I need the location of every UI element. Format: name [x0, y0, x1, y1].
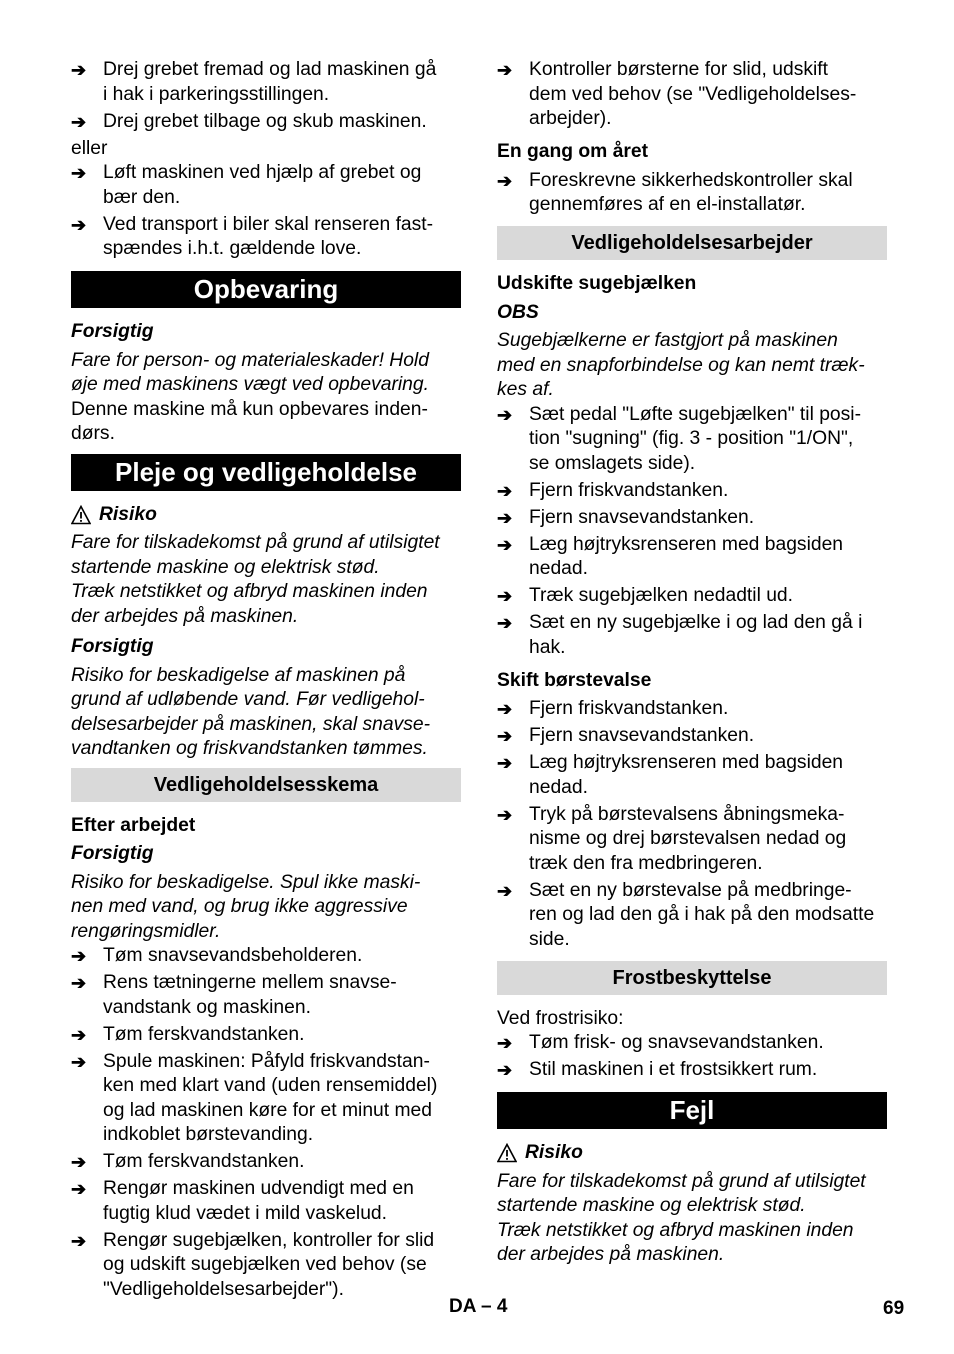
text-line: vandtanken og friskvandstanken tømmes. — [71, 738, 428, 759]
text-line: der arbejdes på maskinen. — [71, 605, 299, 627]
arrow-right-icon: ➔ — [497, 480, 513, 501]
list-item-text — [103, 1229, 461, 1303]
arrow-right-icon: ➔ — [497, 880, 513, 901]
arrow-right-icon: ➔ — [497, 1060, 513, 1080]
text-line: Sæt en ny børstevalse på medbringe- — [529, 879, 852, 901]
caution-label: Forsigtig — [71, 321, 154, 342]
list-item — [497, 751, 887, 800]
text-line: delsesarbejder på maskinen, skal snavse- — [71, 713, 431, 735]
text-line: Fjern snavsevandstanken. — [529, 725, 755, 746]
list-item — [71, 213, 461, 262]
caution3-text — [71, 871, 461, 945]
text-line: Drej grebet fremad og lad maskinen gå — [103, 59, 437, 80]
list-item — [497, 724, 887, 749]
text-line: Løft maskinen ved hjælp af grebet og — [103, 162, 422, 183]
arrow-right-icon: ➔ — [497, 613, 513, 633]
warning-icon — [71, 505, 91, 525]
risk-label: Risiko — [99, 503, 157, 525]
left-column — [71, 58, 461, 1305]
list-item — [71, 944, 461, 969]
text-line: der arbejdes på maskinen. — [497, 1244, 725, 1265]
section-fejl-title: Fejl — [497, 1092, 887, 1129]
arrow-right-icon: ➔ — [497, 170, 513, 191]
risk-heading — [71, 503, 461, 528]
list-item — [497, 611, 887, 660]
risk-text — [71, 531, 461, 629]
arrow-right-icon: ➔ — [71, 973, 87, 993]
list-item-text — [529, 611, 887, 660]
text-line: Tøm ferskvandstanken. — [103, 1023, 305, 1045]
arrow-right-icon: ➔ — [497, 507, 513, 528]
list-item — [71, 110, 461, 135]
list-item-text — [103, 1023, 461, 1048]
text-line: startende maskine og elektrisk stød. — [71, 556, 380, 578]
arrow-right-icon: ➔ — [497, 726, 513, 746]
list-item-text — [103, 58, 461, 107]
list-item-text — [103, 971, 461, 1020]
list-item-text — [529, 584, 887, 609]
list-item — [71, 1050, 461, 1148]
text-line: træk den fra medbringeren. — [529, 852, 763, 874]
text-line: eller — [71, 137, 108, 159]
list-item-text — [529, 724, 887, 749]
skift-list — [497, 697, 887, 955]
text-line: Sugebjælkerne er fastgjort på maskinen — [497, 330, 838, 351]
section-opbevaring-title: Opbevaring — [71, 271, 461, 308]
text-line: grund af udløbende vand. Før vedligehol- — [71, 689, 425, 710]
frost-intro: Ved frostrisiko: — [497, 1007, 624, 1029]
text-line: nedad. — [529, 776, 588, 798]
text-line: Træk netstikket og afbryd maskinen inden — [71, 581, 428, 602]
text-line: Fare for person- og materialeskader! Hold — [71, 349, 429, 371]
text-line: fugtig klud vædet i mild vaskelud. — [103, 1202, 388, 1224]
text-line: Læg højtryksrenseren med bagsiden — [529, 533, 844, 555]
arrow-right-icon: ➔ — [497, 534, 513, 555]
section-arbejder-title: Vedligeholdelsesarbejder — [497, 226, 887, 260]
list-item — [497, 697, 887, 722]
fejl-risk-heading — [497, 1141, 887, 1166]
text-line: nedad. — [529, 558, 588, 579]
text-line: Tøm snavsevandsbeholderen. — [103, 945, 363, 966]
arrow-right-icon: ➔ — [71, 1152, 87, 1172]
text-line: Fjern friskvandstanken. — [529, 698, 729, 719]
text-line: Denne maskine må kun opbevares inden- — [71, 398, 428, 420]
text-line: dørs. — [71, 423, 115, 444]
text-line: ren og lad den gå i hak på den modsatte — [529, 904, 875, 925]
arrow-right-icon: ➔ — [497, 753, 513, 773]
list-item — [497, 58, 887, 132]
list-item-text — [529, 58, 887, 132]
fejl-risk-label: Risiko — [525, 1142, 583, 1163]
list-item-text — [103, 1177, 461, 1226]
list-item — [497, 584, 887, 609]
text-line: Træk netstikket og afbryd maskinen inden — [497, 1219, 854, 1241]
arrow-right-icon: ➔ — [71, 1179, 87, 1199]
intro-list — [71, 58, 461, 264]
text-line: Spule maskinen: Påfyld friskvandstan- — [103, 1050, 430, 1072]
warning-icon — [497, 1143, 517, 1163]
text-line: og udskift sugebjælken ved behov (se — [103, 1254, 427, 1275]
arrow-right-icon: ➔ — [497, 1033, 513, 1053]
list-item-text — [529, 1031, 887, 1056]
text-line: Risiko for beskadigelse. Spul ikke maski- — [71, 871, 421, 893]
text-line: se omslagets side). — [529, 452, 696, 474]
caution2-text — [71, 664, 461, 762]
fejl-risk-text — [497, 1170, 887, 1268]
text-line: Fjern friskvandstanken. — [529, 479, 729, 501]
text-line: ken med klart vand (uden rensemiddel) — [103, 1075, 438, 1096]
arrow-right-icon: ➔ — [497, 699, 513, 719]
list-item — [71, 58, 461, 107]
arrow-right-icon: ➔ — [497, 804, 513, 825]
efter-list — [71, 944, 461, 1305]
list-item-text — [529, 506, 887, 531]
list-item-text — [103, 110, 461, 135]
arrow-right-icon: ➔ — [497, 404, 513, 425]
text-line: Fare for tilskadekomst på grund af utilsigtet — [71, 532, 440, 553]
list-item-text — [529, 479, 887, 504]
text-line: bær den. — [103, 186, 181, 208]
brush-check-list — [497, 58, 887, 134]
text-line: nisme og drej børstevalsen nedad og — [529, 828, 847, 849]
text-line: gennemføres af en el-installatør. — [529, 194, 806, 215]
text-line: tion "sugning" (fig. 3 - position "1/ON", — [529, 428, 854, 449]
text-line: dem ved behov (se "Vedligeholdelses- — [529, 83, 857, 105]
section-frost-title: Frostbeskyttelse — [497, 961, 887, 995]
obs-text — [497, 329, 887, 403]
text-line: indkoblet børstevanding. — [103, 1124, 314, 1145]
arrow-right-icon: ➔ — [71, 1230, 87, 1251]
right-column — [497, 58, 887, 1268]
arrow-right-icon: ➔ — [71, 214, 87, 235]
storage-text — [71, 398, 461, 447]
section-pleje-title: Pleje og vedligeholdelse — [71, 454, 461, 491]
text-line: vandstank og maskinen. — [103, 996, 311, 1018]
text-line: Kontroller børsterne for slid, udskift — [529, 59, 828, 80]
list-item — [497, 506, 887, 531]
list-item-text — [529, 751, 887, 800]
text-line: Tryk på børstevalsens åbningsmeka- — [529, 803, 845, 825]
arrow-right-icon: ➔ — [71, 60, 87, 80]
text-line: side. — [529, 928, 570, 950]
arrow-right-icon: ➔ — [71, 163, 87, 183]
text-line: rengøringsmidler. — [71, 920, 221, 942]
text-line: Tøm ferskvandstanken. — [103, 1151, 305, 1172]
text-line: Tøm frisk- og snavsevandstanken. — [529, 1032, 824, 1053]
text-line: Stil maskinen i et frostsikkert rum. — [529, 1059, 818, 1080]
caution3-label: Forsigtig — [71, 843, 154, 864]
gang-heading: En gang om året — [497, 141, 649, 162]
list-item-text — [103, 213, 461, 262]
suge-list — [497, 403, 887, 663]
text-line: nen med vand, og brug ikke aggressive — [71, 896, 408, 917]
efter-heading: Efter arbejdet — [71, 814, 196, 836]
list-item-text — [529, 1058, 887, 1083]
list-item-text — [103, 944, 461, 969]
text-line: arbejder). — [529, 108, 612, 129]
list-item — [71, 1023, 461, 1048]
list-item — [71, 161, 461, 210]
page-number: 69 — [883, 1298, 905, 1319]
caution2-label: Forsigtig — [71, 636, 154, 657]
text-line: kes af. — [497, 379, 554, 400]
arrow-right-icon: ➔ — [71, 946, 87, 966]
text-line: Læg højtryksrenseren med bagsiden — [529, 752, 844, 773]
list-item — [497, 1031, 887, 1056]
list-item — [497, 879, 887, 953]
text-line: Foreskrevne sikkerhedskontroller skal — [529, 169, 853, 191]
text-line: Rengør maskinen udvendigt med en — [103, 1178, 414, 1199]
list-item — [497, 533, 887, 582]
text-line: "Vedligeholdelsesarbejder"). — [103, 1278, 344, 1300]
frost-list — [497, 1031, 887, 1085]
list-item — [71, 1177, 461, 1226]
arrow-right-icon: ➔ — [497, 586, 513, 606]
text-line: Rengør sugebjælken, kontroller for slid — [103, 1229, 435, 1251]
obs-label: OBS — [497, 301, 539, 323]
list-item-text — [103, 161, 461, 210]
section-skema-title: Vedligeholdelsesskema — [71, 768, 461, 802]
suge-heading: Udskifte sugebjælken — [497, 273, 697, 294]
caution-text — [71, 349, 461, 398]
list-item-text — [529, 879, 887, 953]
text-line: hak. — [529, 636, 566, 658]
list-item — [497, 803, 887, 877]
list-item-text — [529, 533, 887, 582]
text-line: Sæt en ny sugebjælke i og lad den gå i — [529, 612, 863, 633]
list-item — [497, 169, 887, 218]
list-item-text — [529, 403, 887, 477]
list-item-text — [529, 697, 887, 722]
arrow-right-icon: ➔ — [497, 60, 513, 80]
text-line: øje med maskinens vægt ved opbevaring. — [71, 374, 429, 395]
list-item — [497, 403, 887, 477]
list-item — [71, 971, 461, 1020]
list-item-text — [529, 803, 887, 877]
text-line: Fare for tilskadekomst på grund af utilsigtet — [497, 1170, 866, 1192]
list-item — [497, 479, 887, 504]
text-line: Drej grebet tilbage og skub maskinen. — [103, 110, 427, 132]
text-line: og lad maskinen køre for et minut med — [103, 1099, 432, 1121]
footer-section: DA – 4 — [449, 1296, 508, 1317]
arrow-right-icon: ➔ — [71, 111, 87, 132]
text-line: med en snapforbindelse og kan nemt træk- — [497, 354, 865, 376]
text-line: i hak i parkeringsstillingen. — [103, 83, 330, 105]
list-item-text — [103, 1150, 461, 1175]
text-line: Rens tætningerne mellem snavse- — [103, 972, 397, 993]
arrow-right-icon: ➔ — [71, 1024, 87, 1045]
arrow-right-icon: ➔ — [71, 1051, 87, 1072]
text-line: startende maskine og elektrisk stød. — [497, 1195, 806, 1216]
skift-heading: Skift børstevalse — [497, 669, 652, 691]
yearly-list — [497, 169, 887, 221]
list-item-text — [529, 169, 887, 218]
text-line: Træk sugebjælken nedadtil ud. — [529, 585, 794, 606]
list-item-text — [103, 1050, 461, 1148]
text-line: Sæt pedal "Løfte sugebjælken" til posi- — [529, 403, 861, 425]
list-item — [497, 1058, 887, 1083]
text-line: Ved transport i biler skal renseren fast- — [103, 213, 434, 235]
text-line: Risiko for beskadigelse af maskinen på — [71, 664, 406, 686]
list-item — [71, 1229, 461, 1303]
text-line: Fjern snavsevandstanken. — [529, 506, 755, 528]
text-line: spændes i.h.t. gældende love. — [103, 238, 362, 259]
list-item — [71, 1150, 461, 1175]
